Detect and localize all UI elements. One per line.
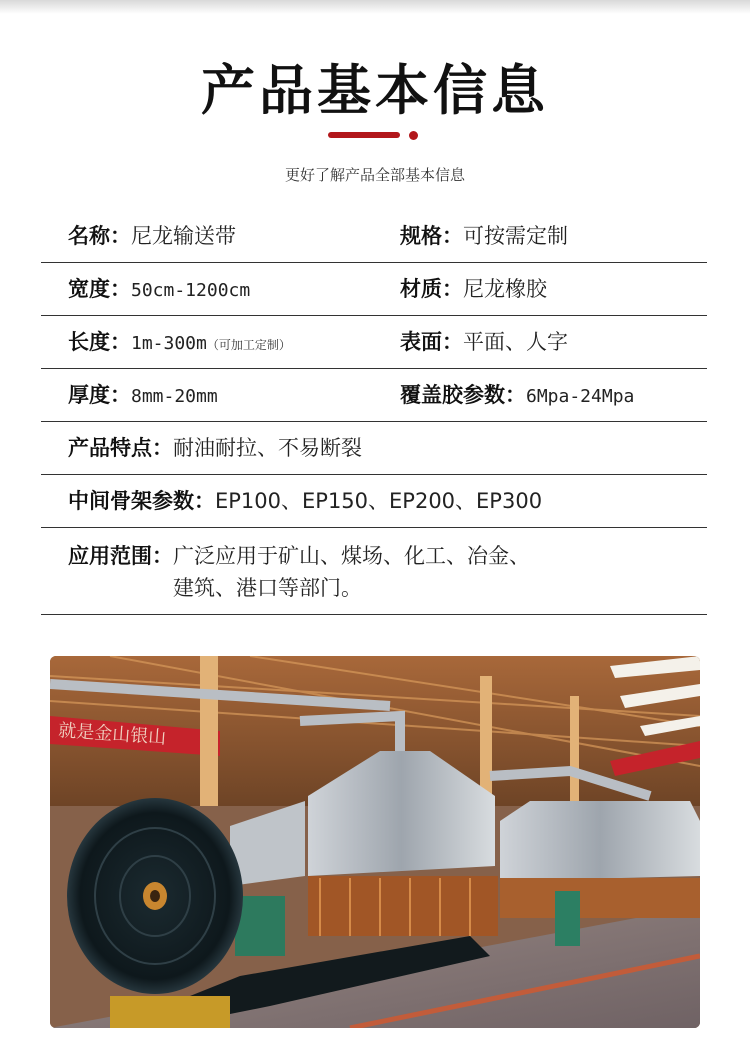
title-accent-bar <box>328 132 400 138</box>
spec-width <box>68 263 250 315</box>
spec-value: 平面、人字 <box>463 330 568 354</box>
spec-row-skeleton <box>41 475 707 528</box>
spec-label: 长度： <box>68 330 131 354</box>
spec-label: 中间骨架参数： <box>68 489 215 513</box>
spec-thickness <box>68 369 218 421</box>
spec-value-line1: 广泛应用于矿山、煤场、化工、冶金、 <box>173 544 530 568</box>
spec-material <box>400 263 547 315</box>
spec-row-features <box>41 422 707 475</box>
spec-value: 50cm-1200cm <box>131 280 251 301</box>
top-shadow <box>0 0 750 14</box>
spec-note: （可加工定制） <box>206 338 291 352</box>
spec-application <box>68 540 530 604</box>
spec-row-length <box>41 316 707 369</box>
title-accent-dot <box>409 131 418 140</box>
spec-row-thickness <box>41 369 707 422</box>
spec-value: 耐油耐拉、不易断裂 <box>173 436 362 460</box>
factory-photo <box>50 656 700 1028</box>
spec-label: 名称： <box>68 224 131 248</box>
spec-value: 8mm-20mm <box>131 386 218 407</box>
spec-value: 6Mpa-24Mpa <box>526 386 635 407</box>
page-title: 产品基本信息 <box>201 59 549 122</box>
spec-value-line2: 建筑、港口等部门。 <box>173 576 362 600</box>
spec-value: 1m-300m <box>131 333 207 354</box>
spec-label: 宽度： <box>68 277 131 301</box>
spec-row-application <box>41 528 707 615</box>
spec-value: 可按需定制 <box>463 224 568 248</box>
spec-length <box>68 316 291 368</box>
spec-features <box>68 422 362 474</box>
page-subtitle: 更好了解产品全部基本信息 <box>284 166 465 184</box>
spec-label: 产品特点： <box>68 436 173 460</box>
spec-label: 覆盖胶参数： <box>400 383 526 407</box>
spec-cover <box>400 369 634 421</box>
banner-text: 就是金山银山 <box>57 720 167 749</box>
spec-label: 应用范围： <box>68 544 173 568</box>
spec-label: 表面： <box>400 330 463 354</box>
spec-name <box>68 210 236 262</box>
spec-spec <box>400 210 568 262</box>
spec-row-name <box>41 210 707 263</box>
spec-label: 材质： <box>400 277 463 301</box>
spec-value: EP100、EP150、EP200、EP300 <box>215 489 543 513</box>
factory-illustration <box>50 656 700 1028</box>
spec-label: 厚度： <box>68 383 131 407</box>
spec-label: 规格： <box>400 224 463 248</box>
spec-table <box>41 210 707 615</box>
spec-row-width <box>41 263 707 316</box>
spec-skeleton <box>68 475 542 527</box>
spec-value: 尼龙橡胶 <box>463 277 547 301</box>
spec-value: 尼龙输送带 <box>131 224 236 248</box>
spec-surface <box>400 316 568 368</box>
